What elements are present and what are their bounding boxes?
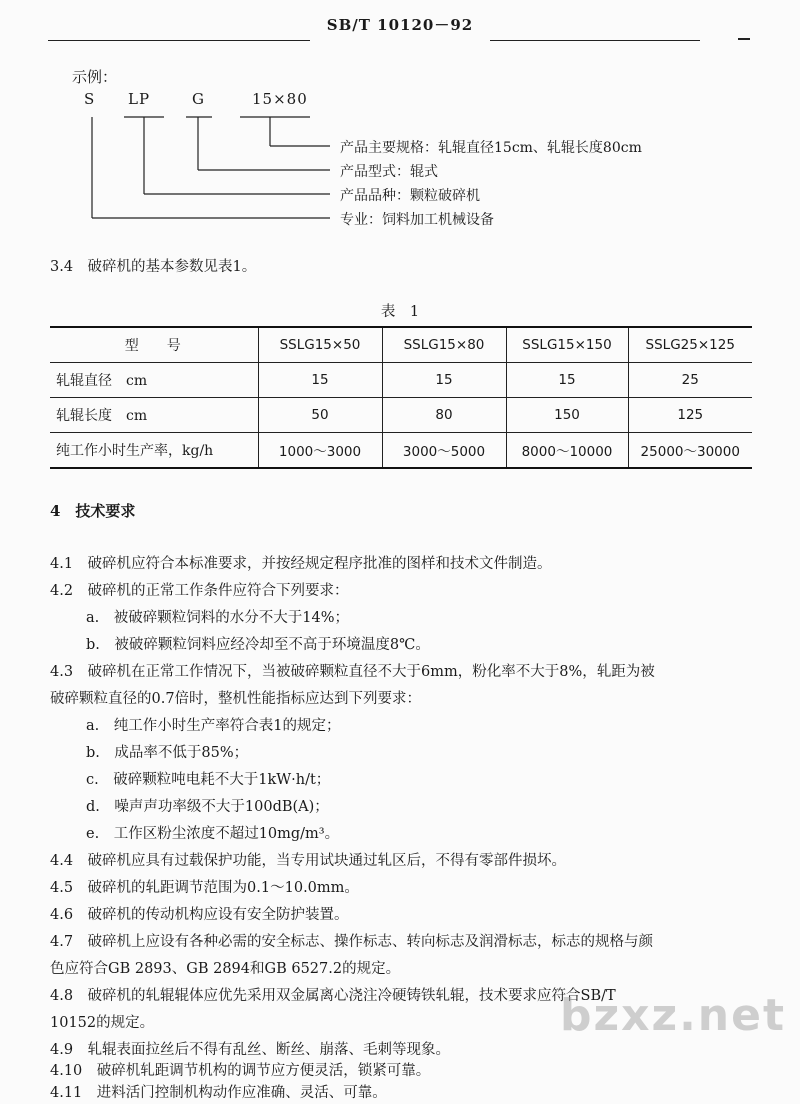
clause-4-3: 4.3 破碎机在正常工作情况下，当被破碎颗粒直径不大于6mm，粉化率不大于8%，轧距为被 (50, 664, 655, 680)
table-cell: 8000～10000 (506, 433, 628, 469)
clause-4-3-d: d. 噪声声功率级不大于100dB(A)； (86, 799, 329, 815)
clause-4-6: 4.6 破碎机的传动机构应设有安全防护装置。 (50, 907, 349, 923)
clause-4-3-c: c. 破碎颗粒吨电耗不大于1kW·h/t； (86, 772, 331, 788)
clause-4-3-a: a. 纯工作小时生产率符合表1的规定； (86, 718, 341, 734)
header-cell: SSLG25×125 (628, 327, 752, 363)
header-model: 型 号 (50, 327, 258, 363)
clause-4-3-cont: 破碎颗粒直径的0.7倍时，整机性能指标应达到下列要求： (50, 691, 422, 707)
clause-4-7: 4.7 破碎机上应设有各种必需的安全标志、操作标志、转向标志及润滑标志，标志的规格与颜 (50, 934, 654, 950)
clause-4-10: 4.10 破碎机轧距调节机构的调节应方便灵活，锁紧可靠。 (50, 1063, 431, 1079)
table-cell: 25000～30000 (628, 433, 752, 469)
table-row (50, 433, 752, 469)
clause-4-5: 4.5 破碎机的轧距调节范围为0.1～10.0mm。 (50, 880, 359, 896)
section-4-title: 4 技术要求 (50, 502, 136, 520)
table-cell: 1000～3000 (258, 433, 382, 469)
code-part-size: 15×80 (252, 90, 308, 108)
clause-4-4: 4.4 破碎机应具有过载保护功能，当专用试块通过轧区后，不得有零部件损坏。 (50, 853, 567, 869)
code-part-g: G (192, 90, 205, 108)
legend-type: 产品型式：辊式 (340, 164, 438, 180)
row-label: 轧辊直径 cm (50, 363, 258, 398)
code-part-lp: LP (128, 90, 151, 108)
clause-4-1: 4.1 破碎机应符合本标准要求，并按经规定程序批准的图样和技术文件制造。 (50, 556, 552, 572)
clause-4-2: 4.2 破碎机的正常工作条件应符合下列要求： (50, 583, 349, 599)
code-part-s: S (84, 90, 96, 108)
clause-4-8-cont: 10152的规定。 (50, 1015, 155, 1031)
table-cell: 125 (628, 398, 752, 433)
table-header-row (50, 327, 752, 363)
header-cell: SSLG15×50 (258, 327, 382, 363)
example-label: 示例： (72, 68, 118, 86)
clause-4-2-b: b. 被破碎颗粒饲料应经冷却至不高于环境温度8℃。 (86, 637, 430, 653)
table-row (50, 363, 752, 398)
clause-4-8: 4.8 破碎机的轧辊辊体应优先采用双金属离心浇注冷硬铸铁轧辊，技术要求应符合SB/T (50, 988, 616, 1004)
clause-3-4: 3.4 破碎机的基本参数见表1。 (50, 259, 257, 275)
row-label: 轧辊长度 cm (50, 398, 258, 433)
clause-4-11: 4.11 进料活门控制机构动作应准确、灵活、可靠。 (50, 1085, 387, 1101)
clause-4-7-cont: 色应符合GB 2893、GB 2894和GB 6527.2的规定。 (50, 961, 401, 977)
clause-4-3-b: b. 成品率不低于85%； (86, 745, 249, 761)
table-cell: 80 (382, 398, 506, 433)
clause-4-9: 4.9 轧辊表面拉丝后不得有乱丝、断丝、崩落、毛刺等现象。 (50, 1042, 451, 1058)
table-cell: 50 (258, 398, 382, 433)
watermark: bzxz.net (560, 990, 787, 1041)
clause-4-2-a: a. 被破碎颗粒饲料的水分不大于14%； (86, 610, 349, 626)
legend-variety: 产品品种：颗粒破碎机 (340, 188, 480, 204)
header-cell: SSLG15×150 (506, 327, 628, 363)
table-cell: 150 (506, 398, 628, 433)
table-row (50, 398, 752, 433)
table-cell: 25 (628, 363, 752, 398)
legend-field: 专业：饲料加工机械设备 (340, 212, 494, 228)
standard-code: SB/T 10120－92 (326, 16, 474, 34)
table-title: 表 1 (380, 304, 420, 320)
parameter-table (50, 326, 752, 469)
clause-4-3-e: e. 工作区粉尘浓度不超过10mg/m³。 (86, 826, 340, 842)
table-cell: 15 (506, 363, 628, 398)
legend-spec: 产品主要规格：轧辊直径15cm、轧辊长度80cm (340, 140, 642, 156)
table-cell: 3000～5000 (382, 433, 506, 469)
table-cell: 15 (382, 363, 506, 398)
row-label: 纯工作小时生产率，kg/h (50, 433, 258, 469)
header-cell: SSLG15×80 (382, 327, 506, 363)
table-cell: 15 (258, 363, 382, 398)
